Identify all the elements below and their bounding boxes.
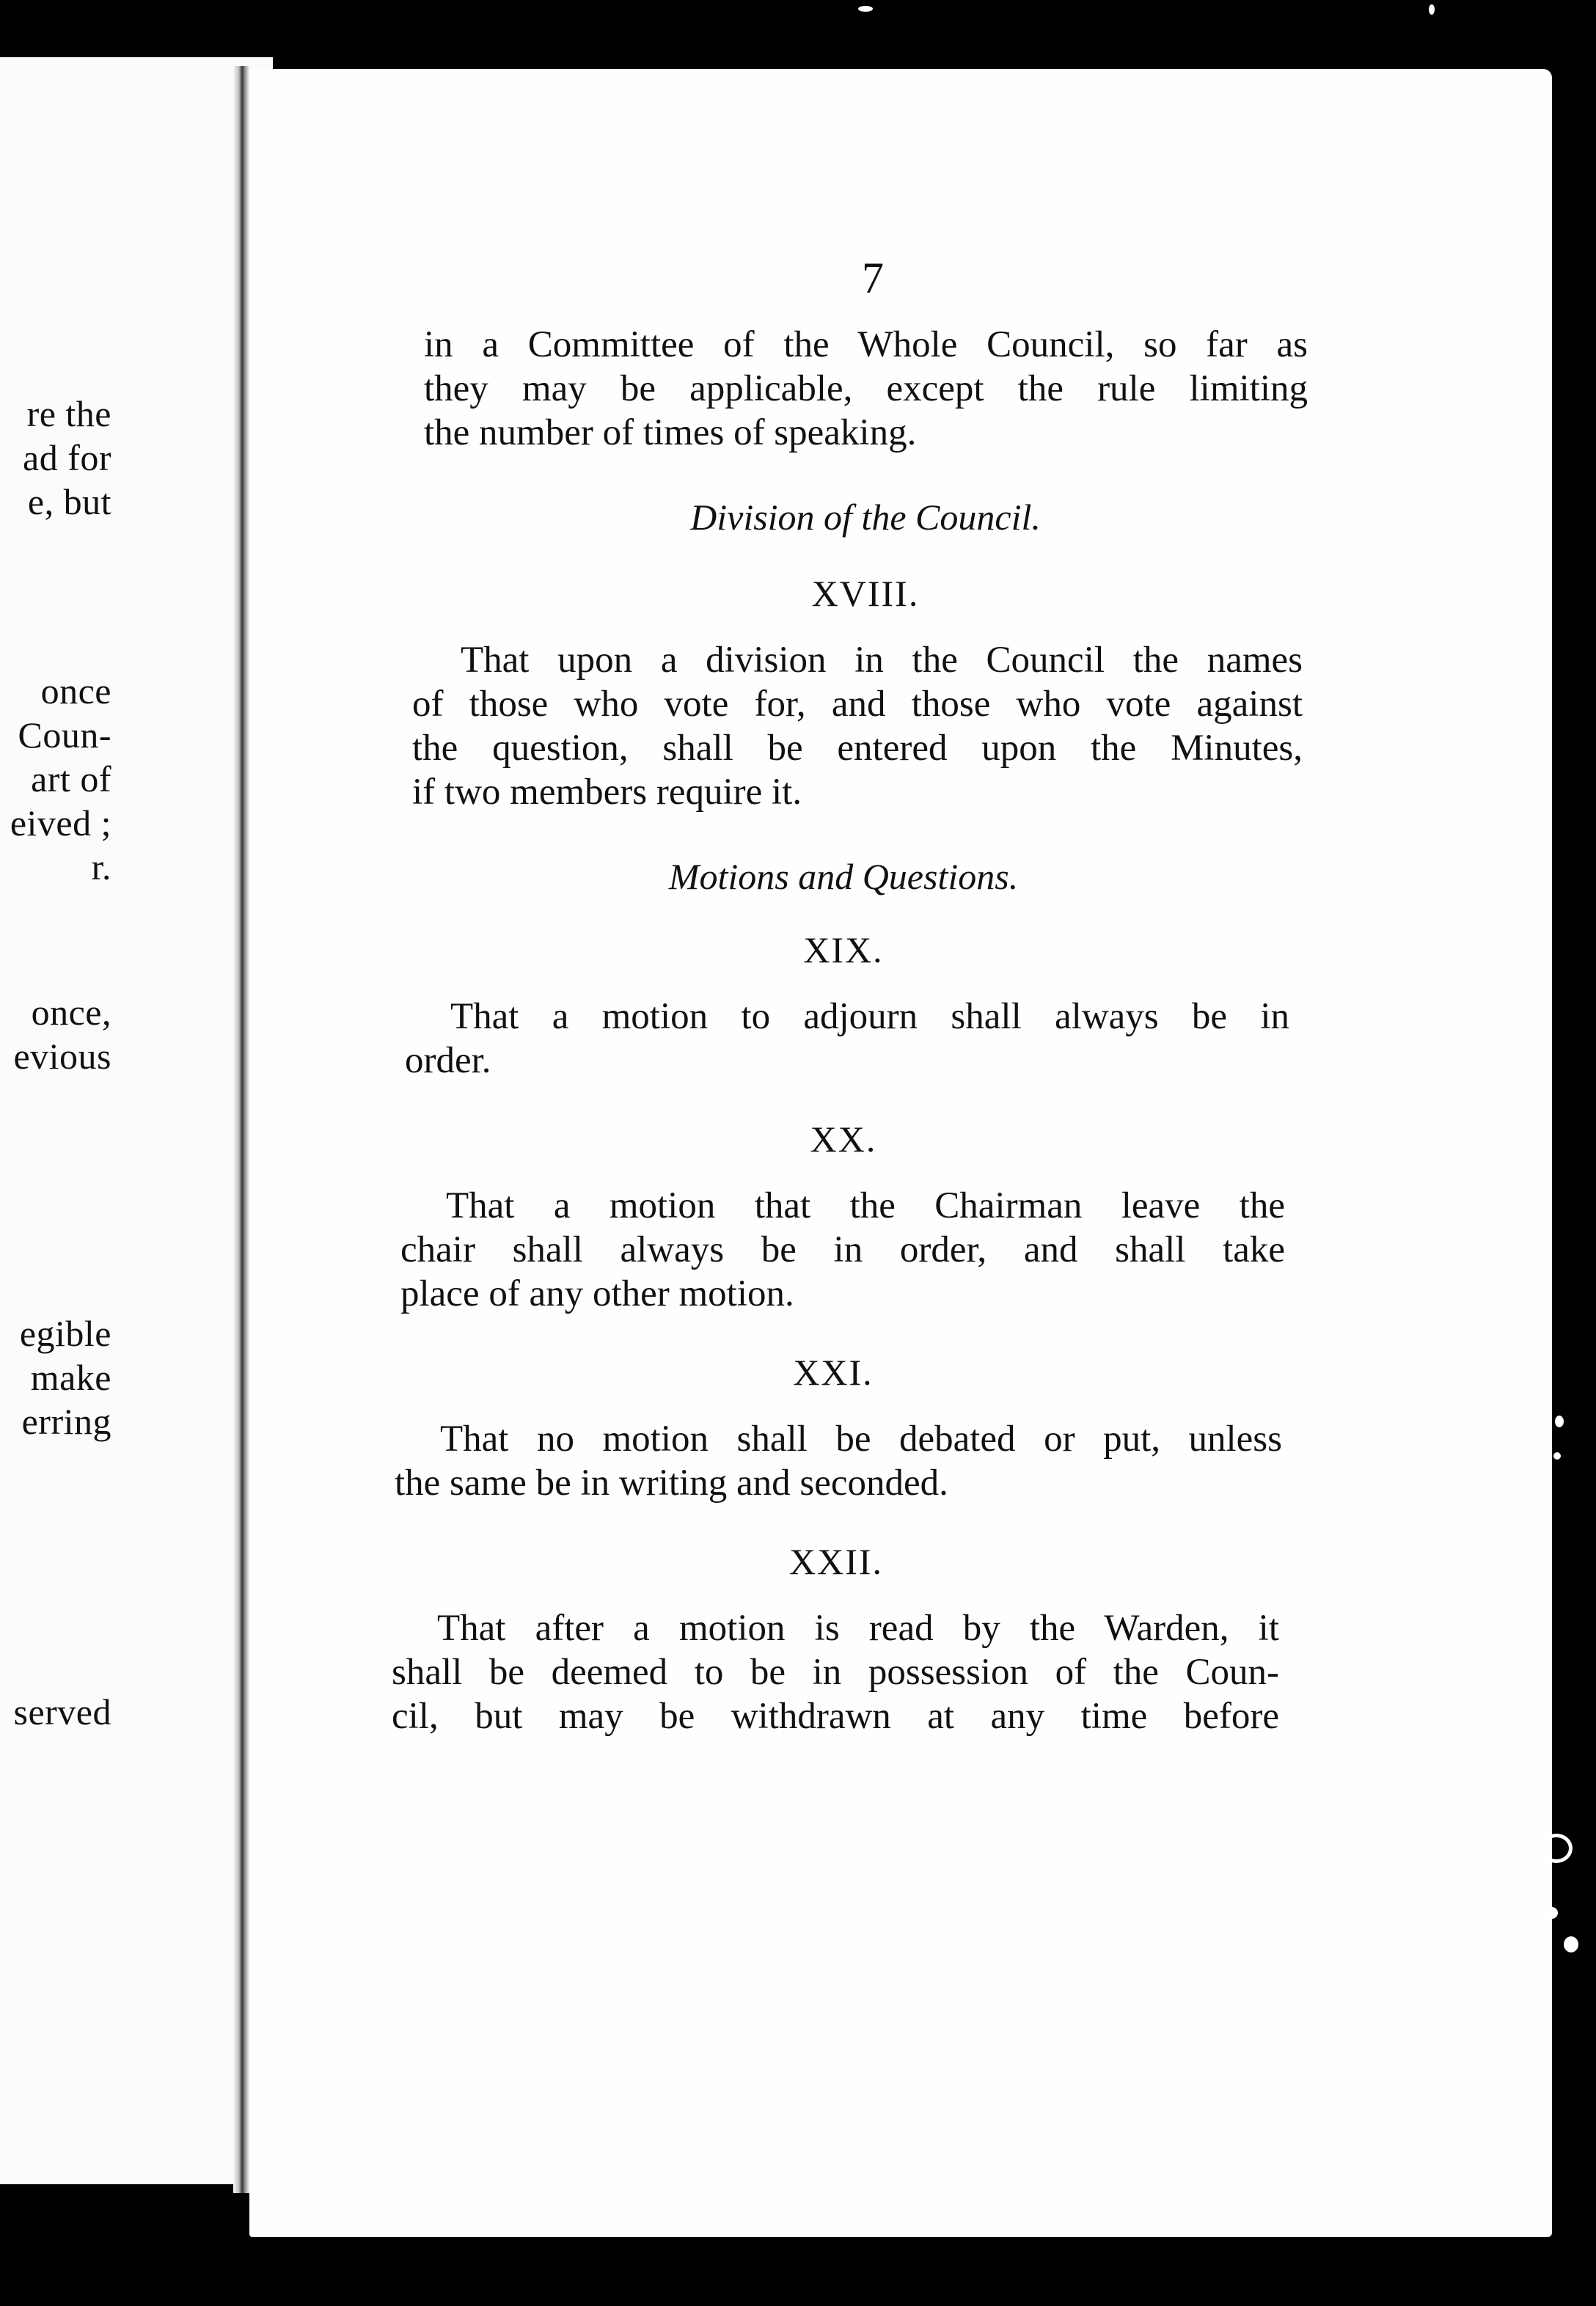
left-page-fragment: r.: [91, 846, 111, 887]
text-line: the same be in writing and seconded.: [395, 1463, 948, 1504]
scan-speck: [1527, 1948, 1534, 1954]
left-page-fragment: re the: [26, 393, 111, 434]
opening-paragraph: [424, 323, 1308, 455]
left-page-fragment: evious: [13, 1036, 111, 1077]
text-line: shall be deemed to be in possession of the Coun-: [392, 1652, 1279, 1693]
scan-speck: [1553, 1452, 1561, 1460]
text-line: That a motion to adjourn shall always be in: [450, 996, 1289, 1037]
left-page-fragment: art of: [31, 758, 111, 799]
left-page-fragment: once: [40, 670, 111, 711]
left-page: [0, 57, 273, 2184]
text-line: they may be applicable, except the rule limiting: [424, 368, 1308, 409]
left-page-fragment: once,: [31, 992, 111, 1033]
book-spine: [233, 66, 249, 2193]
left-page-fragment: served: [13, 1691, 111, 1732]
text-line: the question, shall be entered upon the Minutes,: [412, 728, 1303, 769]
page-number: 7: [862, 254, 884, 302]
left-page-fragment: ad for: [23, 437, 111, 478]
rule-numeral-xxi: XXI.: [793, 1352, 874, 1393]
section-heading-motions: Motions and Questions.: [668, 856, 1019, 897]
rule-numeral-xviii: XVIII.: [811, 573, 920, 614]
scan-speck: [1555, 1416, 1564, 1427]
scan-speck: [1564, 1936, 1578, 1952]
rule-xix-text: [405, 995, 1289, 1083]
left-page-fragment: eived ;: [10, 802, 111, 843]
rule-xxii-text: [392, 1606, 1279, 1738]
rule-numeral-xix: XIX.: [803, 929, 884, 970]
left-page-fragment: Coun-: [18, 714, 111, 755]
text-line: That upon a division in the Council the names: [461, 640, 1303, 681]
rule-numeral-xx: XX.: [810, 1119, 877, 1160]
text-line: That no motion shall be debated or put, unless: [440, 1419, 1282, 1460]
left-page-fragment: egible: [19, 1313, 111, 1354]
scan-speck: [1540, 1834, 1573, 1863]
rule-numeral-xxii: XXII.: [788, 1541, 884, 1582]
text-line: chair shall always be in order, and shall take: [400, 1229, 1285, 1270]
scan-speck: [858, 6, 873, 12]
text-line: That a motion that the Chairman leave the: [446, 1185, 1285, 1226]
scan-speck: [1429, 4, 1435, 15]
left-page-fragment: erring: [21, 1401, 111, 1442]
text-line: That after a motion is read by the Warden, it: [437, 1608, 1279, 1649]
text-line: of those who vote for, and those who vote against: [412, 684, 1303, 725]
rule-xxi-text: [395, 1417, 1282, 1505]
text-line: the number of times of speaking.: [424, 412, 917, 453]
text-line: cil, but may be withdrawn at any time before: [392, 1696, 1279, 1737]
scan-speck: [1546, 1907, 1558, 1919]
text-line: order.: [405, 1040, 491, 1081]
left-page-fragment: make: [30, 1357, 111, 1398]
text-line: in a Committee of the Whole Council, so far as: [424, 324, 1308, 365]
left-page-fragment: e, but: [27, 481, 111, 522]
rule-xx-text: [400, 1184, 1285, 1316]
section-heading-division: Division of the Council.: [690, 497, 1041, 538]
text-line: place of any other motion.: [400, 1273, 794, 1314]
rule-xviii-text: [412, 638, 1303, 814]
text-line: if two members require it.: [412, 772, 802, 813]
